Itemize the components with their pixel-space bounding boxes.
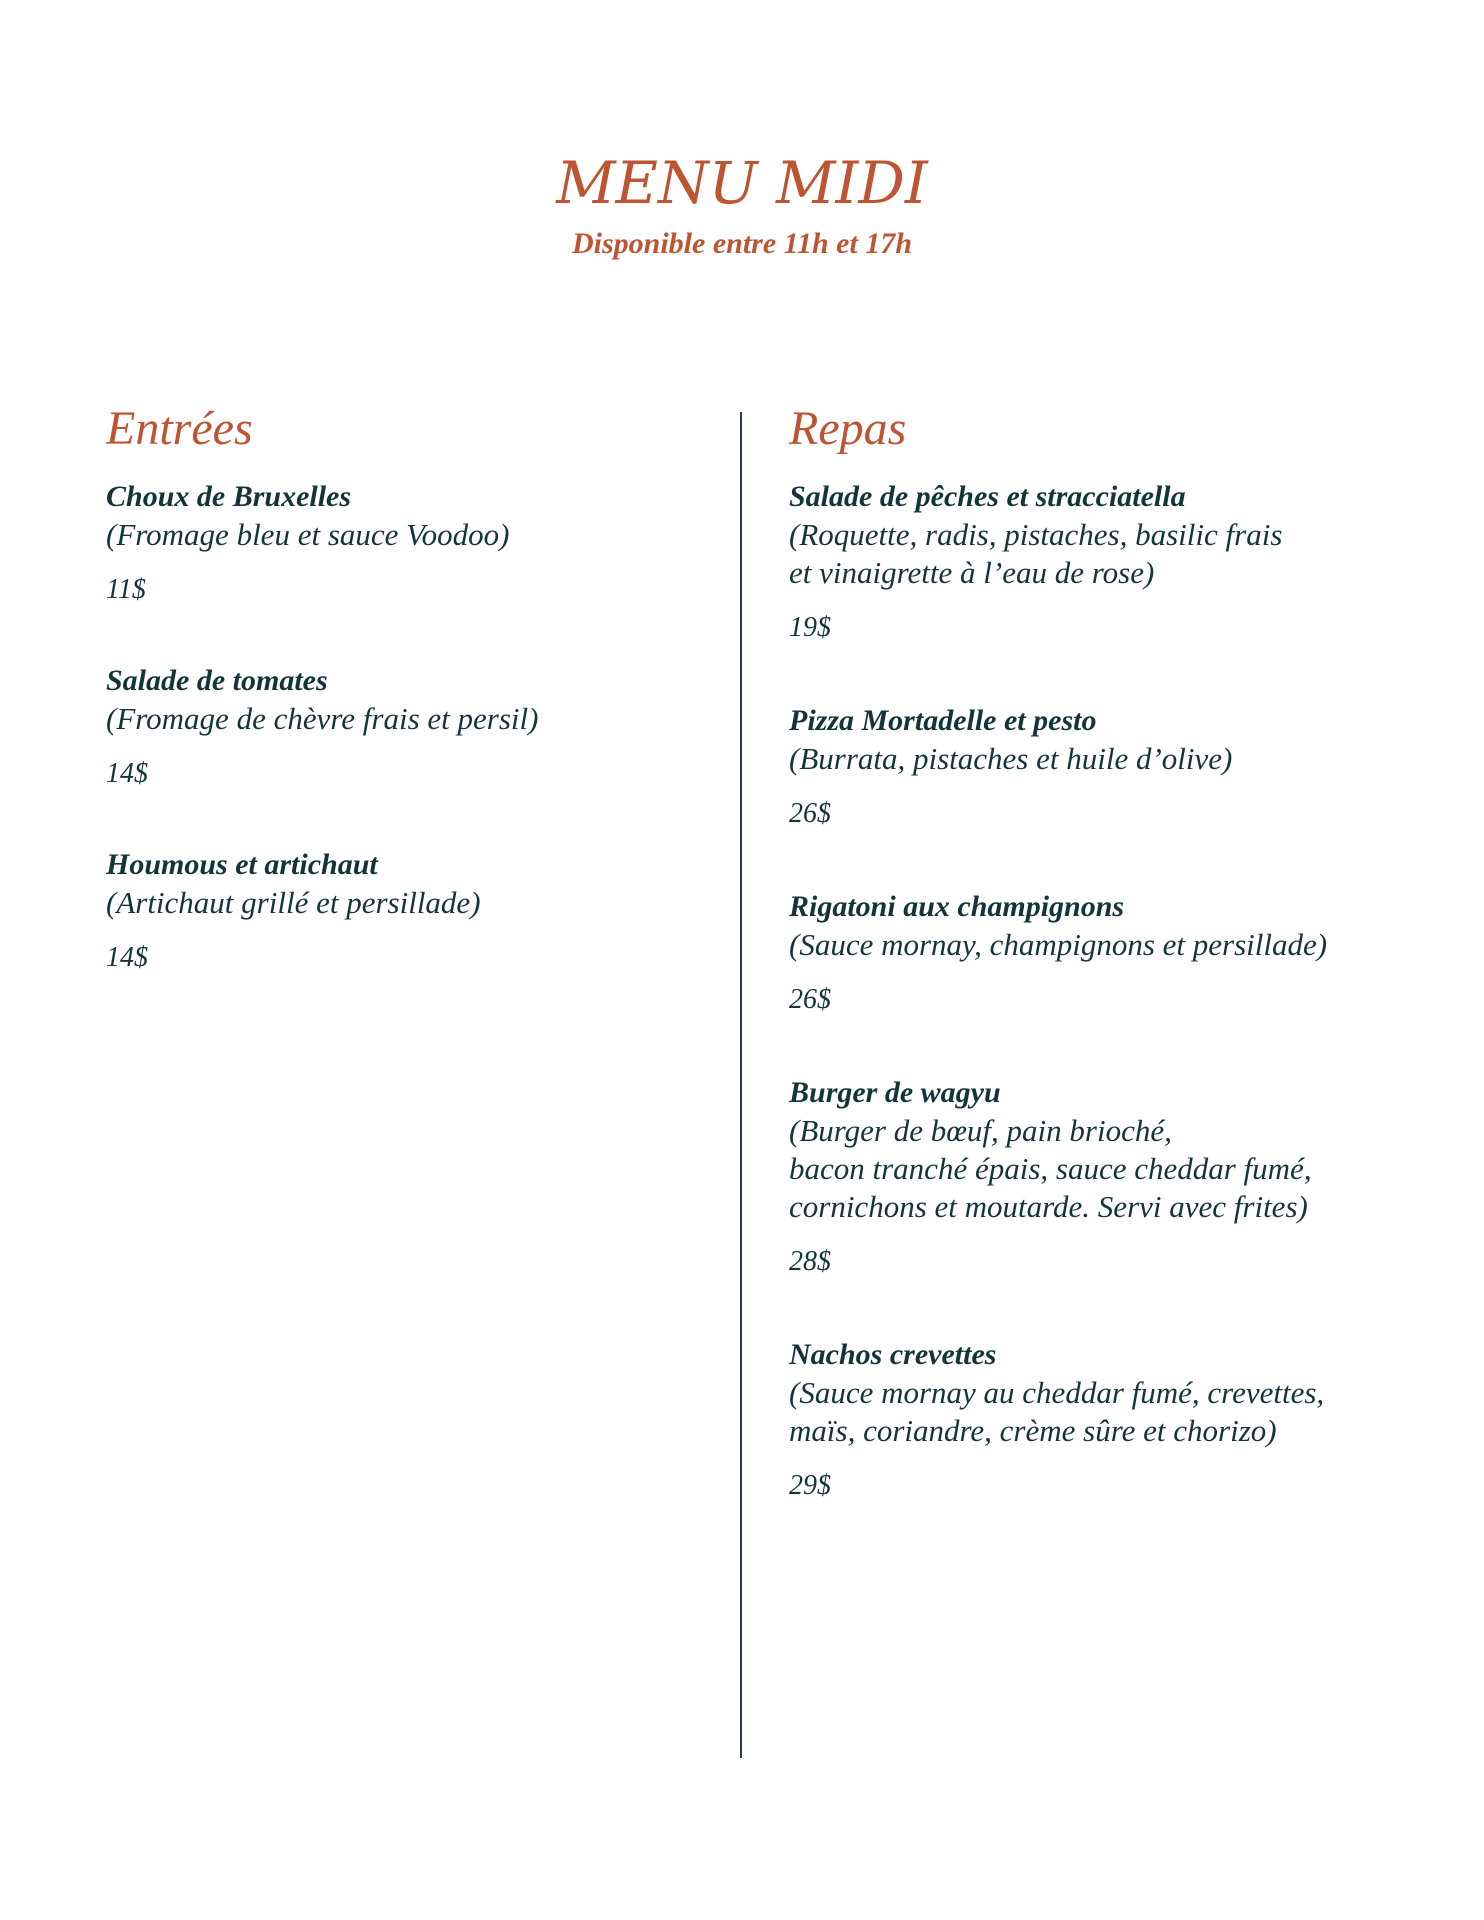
item-price: 19$: [789, 611, 831, 643]
item-price: 29$: [789, 1469, 831, 1501]
item-description: (Fromage bleu et sauce Voodoo): [106, 516, 510, 552]
item-price: 11$: [106, 573, 146, 605]
item-description: (Sauce mornay, champignons et persillade): [789, 926, 1328, 962]
item-name: Choux de Bruxelles: [106, 479, 352, 513]
item-price: 26$: [789, 797, 831, 829]
item-name: Salade de pêches et stracciatella: [789, 479, 1186, 513]
item-description: (Roquette, radis, pistaches, basilic frais et vinaigrette à l’eau de rose): [789, 516, 1283, 590]
item-description: (Burger de bœuf, pain brioché, bacon tranché épais, sauce cheddar fumé, cornichons et moutarde. Servi avec frites): [789, 1112, 1312, 1224]
menu-item: [106, 662, 706, 792]
entrees-column: [106, 400, 706, 1030]
item-name: Nachos crevettes: [789, 1337, 997, 1371]
repas-title: Repas: [789, 402, 907, 455]
menu-item: [106, 846, 706, 976]
menu-item: [789, 888, 1429, 1018]
menu-item: [789, 1074, 1429, 1280]
column-divider: [740, 412, 742, 1758]
item-name: Salade de tomates: [106, 663, 328, 697]
item-name: Pizza Mortadelle et pesto: [789, 703, 1097, 737]
menu-subtitle: Disponible entre 11h et 17h: [571, 226, 913, 260]
menu-item: [789, 702, 1429, 832]
repas-column: [789, 400, 1429, 1560]
item-price: 26$: [789, 983, 831, 1015]
menu-header: [0, 150, 1484, 261]
item-price: 28$: [789, 1245, 831, 1277]
item-name: Burger de wagyu: [789, 1075, 1001, 1109]
menu-item: [106, 478, 706, 608]
item-name: Rigatoni aux champignons: [789, 889, 1125, 923]
item-description: (Sauce mornay au cheddar fumé, crevettes, maïs, coriandre, crème sûre et chorizo): [789, 1374, 1325, 1448]
entrees-title: Entrées: [106, 402, 253, 455]
item-name: Houmous et artichaut: [106, 847, 378, 881]
item-price: 14$: [106, 757, 148, 789]
menu-title: MENU MIDI: [556, 149, 928, 217]
menu-item: [789, 478, 1429, 646]
item-description: (Fromage de chèvre frais et persil): [106, 700, 539, 736]
item-description: (Artichaut grillé et persillade): [106, 884, 481, 920]
item-price: 14$: [106, 941, 148, 973]
menu-item: [789, 1336, 1429, 1504]
item-description: (Burrata, pistaches et huile d’olive): [789, 740, 1233, 776]
